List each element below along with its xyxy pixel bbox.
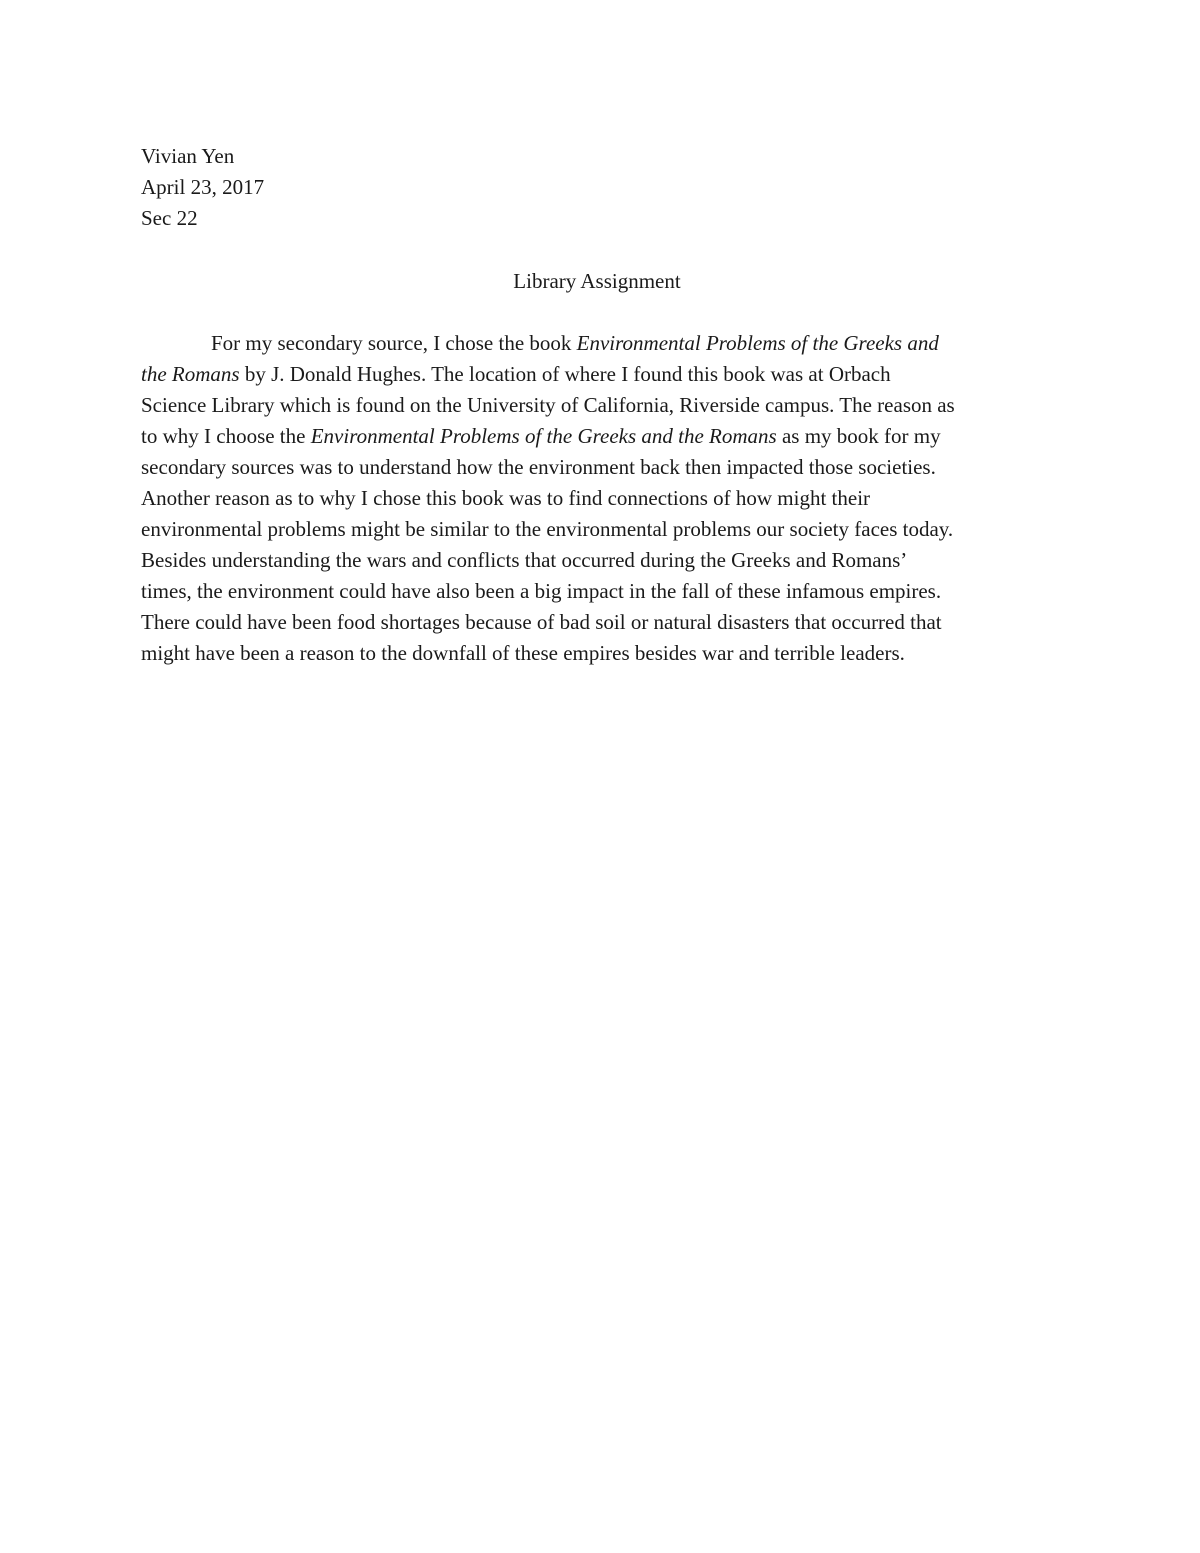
paragraph-line: secondary sources was to understand how the environment back then impacted those societies. — [141, 455, 936, 479]
body-paragraph — [141, 328, 1071, 669]
paragraph-line: to why I choose the Environmental Problems of the Greeks and the Romans as my book for my — [141, 424, 941, 448]
author-name: Vivian Yen — [141, 144, 235, 168]
paragraph-line: For my secondary source, I chose the book Environmental Problems of the Greeks and — [211, 331, 939, 355]
paragraph-line: the Romans by J. Donald Hughes. The location of where I found this book was at Orbach — [141, 362, 891, 386]
paragraph-line: Besides understanding the wars and conflicts that occurred during the Greeks and Romans’ — [141, 548, 908, 572]
class-section: Sec 22 — [141, 206, 198, 230]
paragraph-line: might have been a reason to the downfall of these empires besides war and terrible leaders. — [141, 641, 905, 665]
paragraph-line: environmental problems might be similar to the environmental problems our society faces today. — [141, 517, 954, 541]
document-date: April 23, 2017 — [141, 175, 265, 199]
header-block — [141, 141, 264, 234]
paragraph-line: times, the environment could have also been a big impact in the fall of these infamous empires. — [141, 579, 942, 603]
paragraph-line: Science Library which is found on the University of California, Riverside campus. The reason as — [141, 393, 955, 417]
document-title: Library Assignment — [513, 269, 681, 293]
book-title: the Romans — [141, 362, 240, 386]
book-title: Environmental Problems of the Greeks and — [576, 331, 939, 355]
paragraph-line: Another reason as to why I chose this book was to find connections of how might their — [141, 486, 871, 510]
book-title: Environmental Problems of the Greeks and the Romans — [310, 424, 777, 448]
paragraph-line: There could have been food shortages because of bad soil or natural disasters that occurred that — [141, 610, 942, 634]
